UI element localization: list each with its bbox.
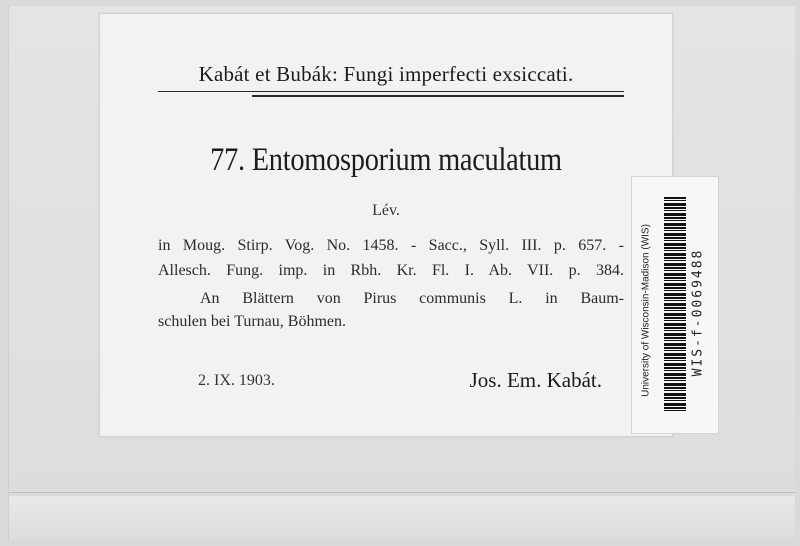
barcode-bars bbox=[664, 197, 686, 411]
habitat-line-1: An Blättern von Pirus communis L. in Baum- bbox=[200, 290, 624, 307]
barcode-label bbox=[631, 176, 719, 434]
species-title: 77. Entomosporium maculatum bbox=[210, 142, 562, 178]
collection-date: 2. IX. 1903. bbox=[198, 372, 275, 389]
habitat-line-2: schulen bei Turnau, Böhmen. bbox=[158, 313, 346, 330]
sheet-bottom-strip bbox=[9, 496, 795, 540]
series-title: Kabát et Bubák: Fungi imperfecti exsiccati. bbox=[198, 62, 574, 86]
citation-line-2: Allesch. Fung. imp. in Rbh. Kr. Fl. I. Ab. VII. p. 384. bbox=[158, 262, 624, 279]
barcode-number: WIS-f-0069488 bbox=[690, 248, 706, 377]
institution-text: University of Wisconsin-Madison (WIS) bbox=[640, 224, 652, 397]
species-author: Lév. bbox=[372, 202, 400, 219]
specimen-label bbox=[99, 13, 673, 437]
citation-line-1: in Moug. Stirp. Vog. No. 1458. - Sacc., Syll. III. p. 657. - bbox=[158, 237, 624, 254]
series-rule-thin bbox=[158, 91, 624, 92]
sheet-fold-line bbox=[9, 492, 795, 493]
series-rule-thick bbox=[252, 95, 624, 97]
collector-name: Jos. Em. Kabát. bbox=[469, 368, 602, 392]
